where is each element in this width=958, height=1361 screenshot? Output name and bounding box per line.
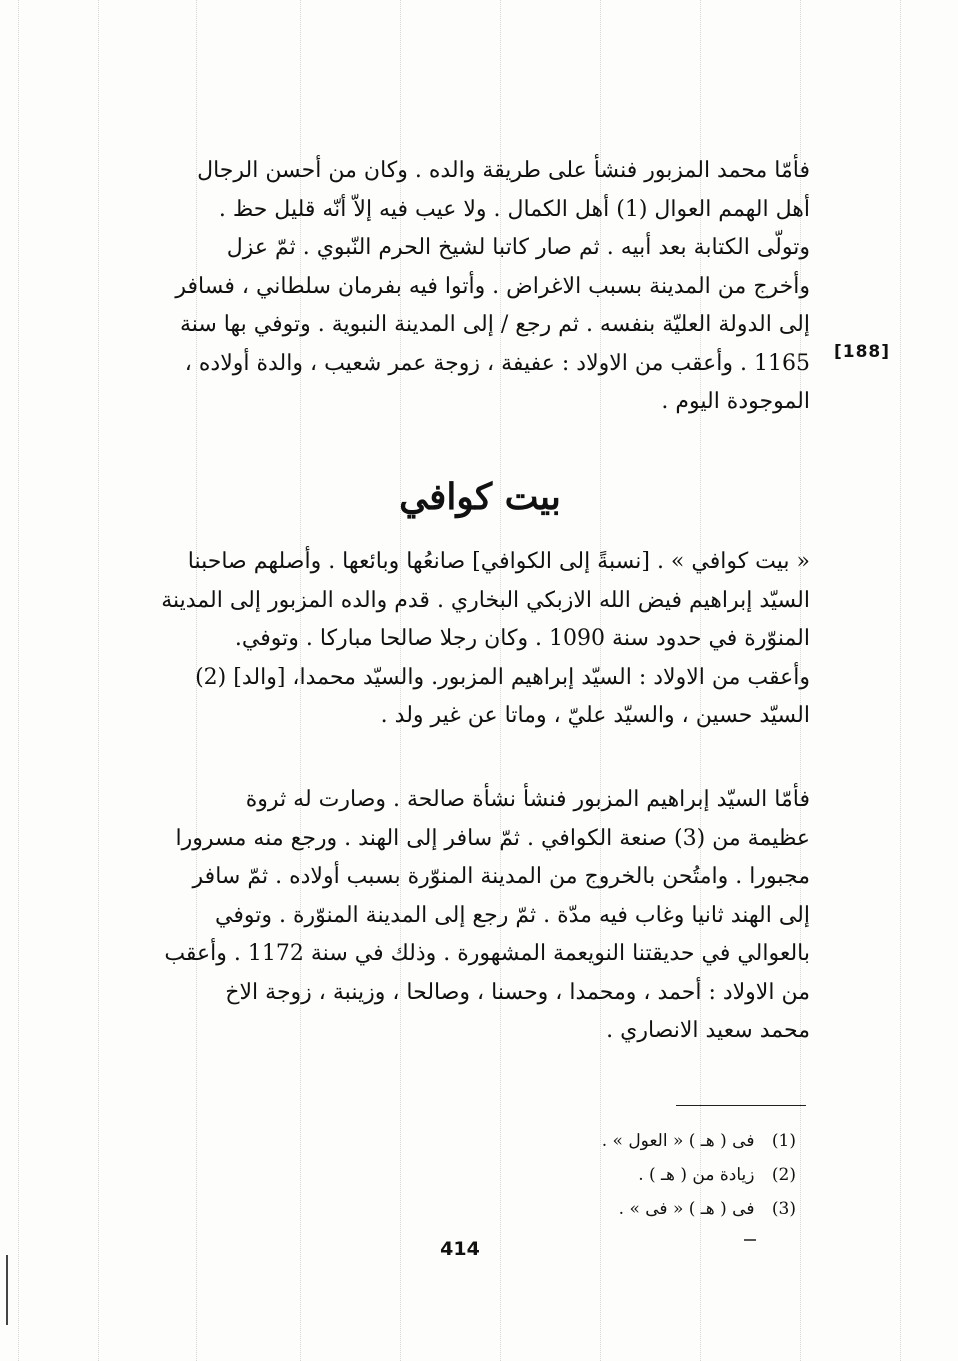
paragraph-bayt-kawafi (138, 543, 810, 736)
paragraph-muhammad (138, 152, 810, 422)
text-line: السيّد إبراهيم فيض الله الازبكي البخاري . قدم والده المزبور إلى المدينة (161, 587, 810, 613)
footnote-number: (2) (771, 1165, 796, 1185)
text-line: من الاولاد : أحمد ، ومحمدا ، وحسنا ، وصالحا ، وزينبة ، زوجة الاخ (225, 979, 810, 1005)
footnote-text: فى ( هـ ) « فى » . (618, 1199, 755, 1219)
footnote-text: فى ( هـ ) « العول » . (601, 1131, 755, 1151)
margin-page-marker: [188] (834, 342, 891, 362)
text-line: وأخرج من المدينة بسبب الاغراض . وأتوا فيه بفرمان سلطاني ، فسافر (175, 273, 810, 299)
text-line: أهل الهمم العوال (1) أهل الكمال . ولا عيب فيه إلاّ أنّه قليل حظ . (218, 196, 810, 222)
text-line: 1165 . وأعقب من الاولاد : عفيفة ، زوجة عمر شعيب ، والدة أولاده ، (184, 350, 810, 376)
text-line: وتولّى الكتابة بعد أبيه . ثم صار كاتبا لشيخ الحرم النّبوي . ثمّ عزل (226, 235, 810, 260)
page-number: 414 (440, 1238, 480, 1260)
guide-line (98, 0, 99, 1361)
text-line: فأمّا السيّد إبراهيم المزبور فنشأ نشأة صالحة . وصارت له ثروة (245, 787, 810, 812)
footnotes (500, 1124, 796, 1226)
footnote-number: (3) (771, 1199, 796, 1219)
text-line: وأعقب من الاولاد : السيّد إبراهيم المزبور. والسيّد محمدا، [والد] (2) (195, 664, 810, 690)
paragraph-ibrahim (138, 781, 810, 1051)
footnote-number: (1) (771, 1131, 796, 1151)
guide-line (18, 0, 19, 1361)
footnote-text: زيادة من ( هـ ) . (638, 1165, 755, 1185)
text-line: إلى الهند ثانيا وغاب فيه مدّة . ثمّ رجع إلى المدينة المنوّرة . وتوفي (215, 902, 810, 928)
text-line: الموجودة اليوم . (661, 389, 810, 414)
scan-mark (744, 1239, 756, 1241)
footnote-separator (676, 1105, 806, 1106)
text-line: إلى الدولة العليّة بنفسه . ثم رجع / إلى المدينة النبوية . وتوفي بها سنة (179, 312, 810, 337)
footnote (500, 1158, 796, 1192)
section-heading: بيت كوافي (399, 476, 561, 518)
text-line: « بيت كوافي » . [نسبةً إلى الكوافي] صانعُها وبائعها . وأصلهم صاحبنا (187, 549, 810, 574)
text-line: عظيمة من (3) صنعة الكوافي . ثمّ سافر إلى الهند . ورجع منه مسرورا (175, 825, 810, 851)
text-line: مجبورا . وامتُحن بالخروج من المدينة المنوّرة بسبب أولاده . ثمّ سافر (192, 864, 810, 889)
text-line: المنوّرة في حدود سنة 1090 . وكان رجلا صالحا مباركا . وتوفي. (234, 626, 810, 651)
text-line: فأمّا محمد المزبور فنشأ على طريقة والده . وكان من أحسن الرجال (197, 158, 810, 183)
text-line: بالعوالي في حديقتنا النويعمة المشهورة . وذلك في سنة 1172 . وأعقب (164, 941, 810, 966)
footnote (500, 1124, 796, 1158)
guide-line (900, 0, 901, 1361)
text-line: السيّد حسين ، والسيّد عليّ ، وماتا عن غير ولد . (380, 703, 810, 728)
text-line: محمد سعيد الانصاري . (606, 1018, 810, 1043)
scan-edge-mark (6, 1255, 8, 1325)
footnote (500, 1192, 796, 1226)
